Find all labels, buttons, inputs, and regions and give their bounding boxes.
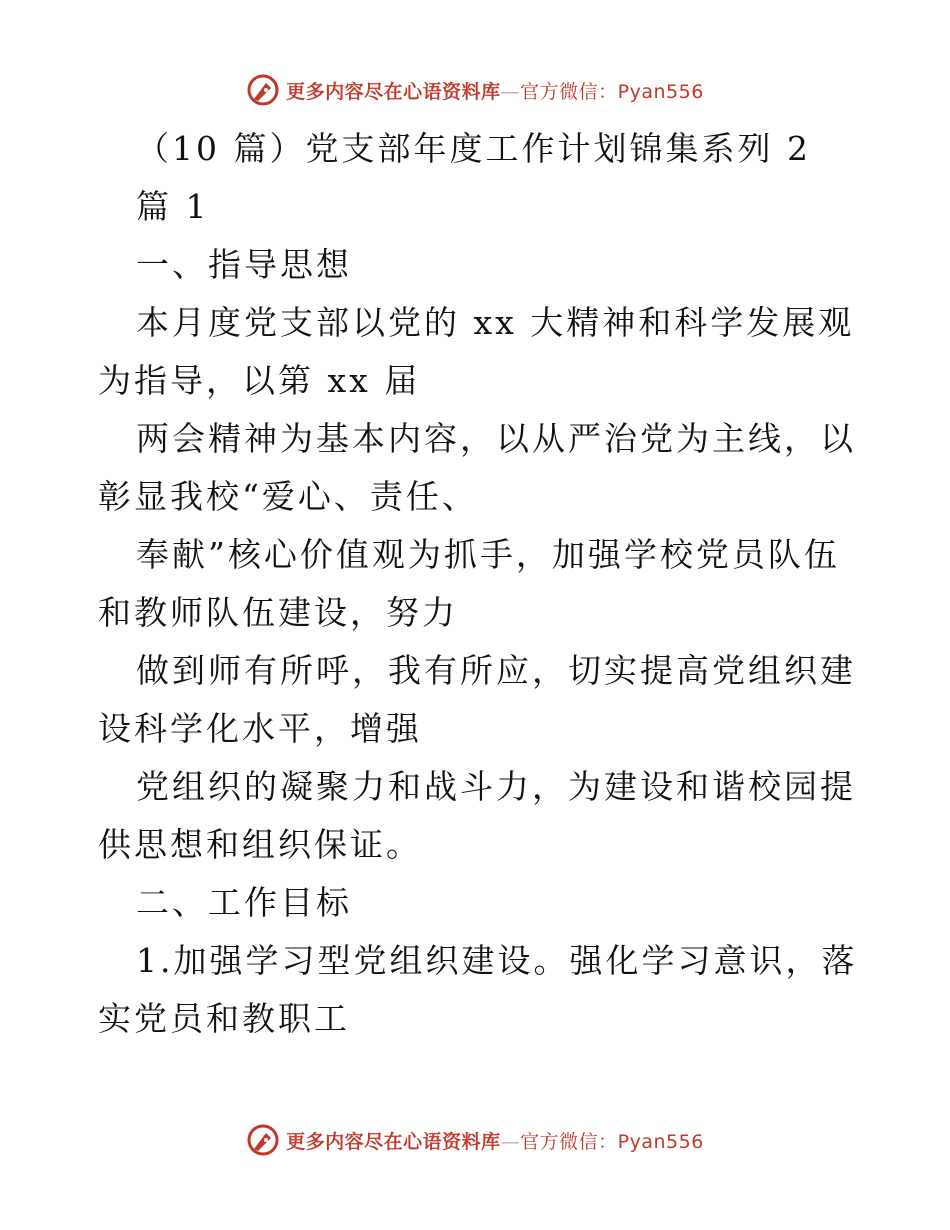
watermark-header [0,68,950,112]
section-heading-1: 一、指导思想 [136,245,352,284]
watermark-part3: 官方微信：Pyan556 [520,80,704,103]
paragraph-2: 两会精神为基本内容，以从严治党为主线，以彰显我校“爱心、责任、 [98,419,856,516]
watermark-part1: 更多内容尽在心语资料库 [286,80,501,103]
paragraph-5: 党组织的凝聚力和战斗力，为建设和谐校园提供思想和组织保证。 [98,767,856,864]
watermark-text [286,77,704,104]
watermark-part2: — [500,80,521,103]
pen-nib-icon [246,1123,280,1157]
chapter-label: 篇 1 [136,187,210,226]
watermark-part2: — [500,1130,521,1153]
watermark-text [286,1127,704,1154]
paragraph-1: 本月度党支部以党的 xx 大精神和科学发展观为指导，以第 xx 届 [98,303,855,400]
document-title: （10 篇）党支部年度工作计划锦集系列 2 [136,129,811,168]
list-item-1: 1.加强学习型党组织建设。强化学习意识，落实党员和教职工 [98,941,858,1038]
pen-nib-icon [246,73,280,107]
watermark-footer [0,1118,950,1162]
watermark-part3: 官方微信：Pyan556 [520,1130,704,1153]
section-heading-2: 二、工作目标 [136,883,352,922]
paragraph-4: 做到师有所呼，我有所应，切实提高党组织建设科学化水平，增强 [98,651,856,748]
paragraph-3: 奉献”核心价值观为抓手，加强学校党员队伍和教师队伍建设，努力 [98,535,840,632]
watermark-part1: 更多内容尽在心语资料库 [286,1130,501,1153]
document-body [98,120,858,1048]
